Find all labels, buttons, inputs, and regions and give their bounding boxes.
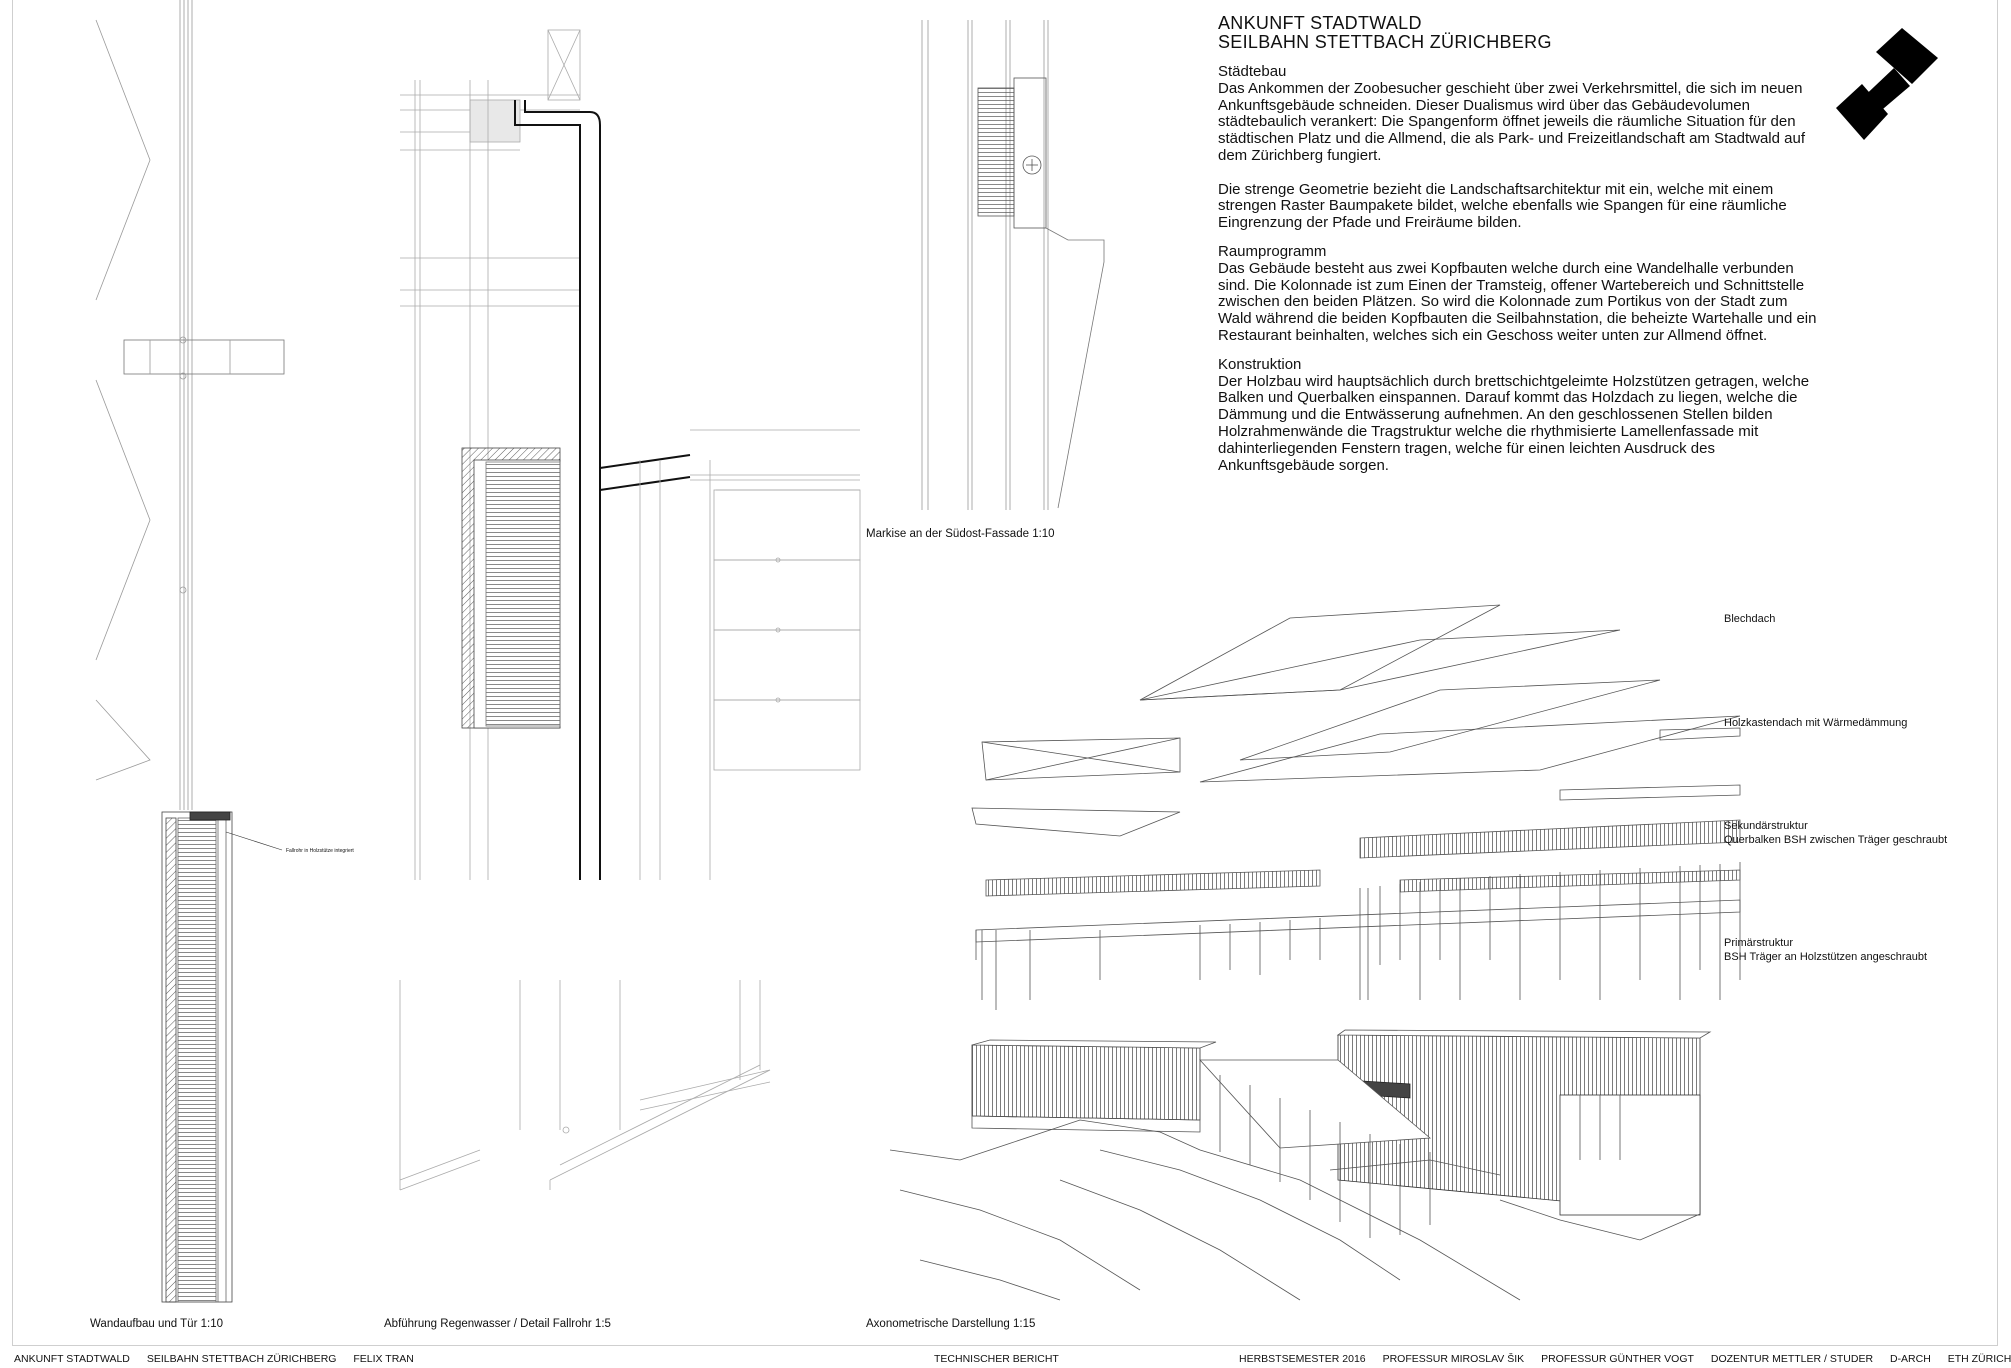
caption-axonometrie: Axonometrische Darstellung 1:15 bbox=[866, 1318, 1036, 1330]
awning-detail-drawing bbox=[922, 20, 1104, 510]
section-heading: Konstruktion bbox=[1218, 355, 1302, 373]
footer-report-title: TECHNISCHER BERICHT bbox=[934, 1353, 1059, 1365]
project-title: ANKUNFT STADTWALD bbox=[1218, 13, 1422, 33]
label-text: Querbalken BSH zwischen Träger geschraubt bbox=[1724, 834, 1948, 846]
building-axonometry bbox=[890, 1030, 1710, 1300]
label-text: Blechdach bbox=[1724, 613, 1776, 625]
footer-subtitle: SEILBAHN STETTBACH ZÜRICHBERG bbox=[146, 1353, 337, 1365]
label-blechdach bbox=[1724, 612, 1775, 626]
wood-box-roof bbox=[1200, 716, 1740, 782]
project-description bbox=[1218, 14, 1818, 474]
label-text: Holzkastendach mit Wärmedämmung bbox=[1724, 717, 1908, 729]
secondary-beams bbox=[1360, 820, 1740, 858]
footer-left bbox=[14, 1353, 428, 1367]
label-primaerstruktur bbox=[1724, 936, 1927, 964]
footer-school: ETH ZÜRICH bbox=[1947, 1353, 2011, 1365]
section-heading: Raumprogramm bbox=[1218, 242, 1327, 260]
section-paragraph: Das Ankommen der Zoobesucher geschieht über zwei Verkehrsmittel, die sich im neuen Ankunftsgebäude schneiden. Dieser Dualismus wird über das Gebäudevolumen städtebaulich verankert: Die Spangenform öffnet jeweils die räumliche Situation für den städtischen Platz und die Allmend, die als Park- und Freizeitlandschaft am Stadtwald auf dem Zürichberg fungiert. bbox=[1218, 79, 1805, 164]
label-text: Sekundärstruktur bbox=[1724, 820, 1808, 832]
footer-right bbox=[1239, 1353, 2011, 1367]
project-logo bbox=[1836, 28, 1938, 140]
section-paragraph: Das Gebäude besteht aus zwei Kopfbauten welche durch eine Wandelhalle verbunden sind. Die Kolonnade ist zum Einen der Tramsteig, offener Wartebereich und Schnittstelle zwischen den beiden Plätzen. So wird die Kolonnade zum Portikus von der Stadt zum Wald während die beiden Kopfbauten die Seilbahnstation, die beheizte Wartehalle und ein Restaurant beinhalten, welches sich ein Geschoss weiter unten zur Allmend öffnet. bbox=[1218, 259, 1817, 344]
footer-center bbox=[934, 1353, 1073, 1367]
project-subtitle: SEILBAHN STETTBACH ZÜRICHBERG bbox=[1218, 32, 1552, 52]
label-text: Primärstruktur bbox=[1724, 937, 1794, 949]
footer-author: FELIX TRAN bbox=[353, 1353, 414, 1365]
note-fallrohr: Fallrohr in Holzstütze integriert bbox=[286, 848, 354, 854]
footer-professor-1: PROFESSUR MIROSLAV ŠIK bbox=[1382, 1353, 1525, 1365]
caption-markise: Markise an der Südost-Fassade 1:10 bbox=[866, 528, 1055, 540]
footer-department: D-ARCH bbox=[1889, 1353, 1931, 1365]
footer-project: ANKUNFT STADTWALD bbox=[14, 1353, 130, 1365]
section-konstruktion bbox=[1218, 357, 1818, 475]
wall-section-drawing bbox=[96, 0, 284, 1302]
footer-semester: HERBSTSEMESTER 2016 bbox=[1239, 1353, 1366, 1365]
label-holzkastendach bbox=[1724, 716, 1907, 730]
section-heading: Städtebau bbox=[1218, 63, 1287, 80]
footer-lecturer: DOZENTUR METTLER / STUDER bbox=[1710, 1353, 1874, 1365]
caption-wandaufbau: Wandaufbau und Tür 1:10 bbox=[90, 1318, 223, 1330]
caption-regenwasser: Abführung Regenwasser / Detail Fallrohr 1:5 bbox=[384, 1318, 611, 1330]
section-raumprogramm bbox=[1218, 244, 1818, 345]
label-text: BSH Träger an Holzstützen angeschraubt bbox=[1724, 951, 1928, 963]
footer-professor-2: PROFESSUR GÜNTHER VOGT bbox=[1541, 1353, 1694, 1365]
section-staedtebau bbox=[1218, 64, 1818, 232]
section-paragraph: Die strenge Geometrie bezieht die Landschaftsarchitektur mit ein, welche mit einem strengen Raster Baumpakete bildet, welche ebenfalls wie Spangen für eine räumliche Eingrenzung der Pfade und Freiräume bilden. bbox=[1218, 180, 1787, 232]
section-paragraph: Der Holzbau wird hauptsächlich durch brettschichtgeleimte Holzstützen getragen, welche Balken und Querbalken einspannen. Darauf kommt das Holzdach zu liegen, welche die Dämmung und die Entwässerung aufnehmen. An den geschlossenen Stellen bilden Holzrahmenwände die Tragstruktur welche die rhythmisierte Lamellenfassade mit dahinterliegenden Fenstern tragen, welche für einen leichten Ausdruck des Ankunftsgebäude sorgen. bbox=[1218, 372, 1810, 474]
roof-sheet-left bbox=[1140, 605, 1500, 700]
drainpipe-detail-drawing bbox=[400, 30, 860, 1190]
axonometric-drawing bbox=[890, 605, 1740, 1300]
label-sekundaerstruktur bbox=[1724, 819, 1947, 847]
